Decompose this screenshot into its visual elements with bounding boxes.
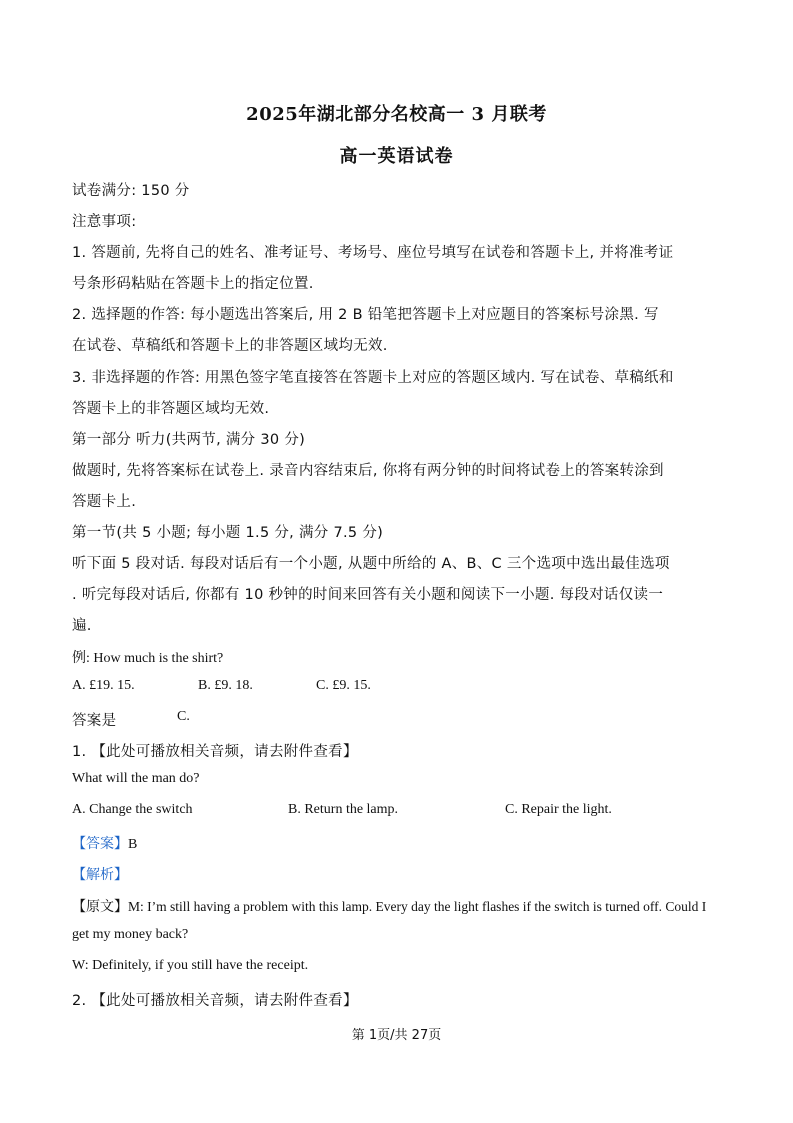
example-option-a: A. £19. 15. xyxy=(72,678,135,693)
example-answer-label: 答案是 xyxy=(72,713,117,729)
example-question: 例: How much is the shirt? xyxy=(72,651,224,666)
part1-instruction: 做题时, 先将答案标在试卷上. 录音内容结束后, 你将有两分钟的时间将试卷上的答案转涂到 xyxy=(72,463,664,479)
question1-option-b: B. Return the lamp. xyxy=(288,802,399,817)
question1-audio-note: 1. 【此处可播放相关音频，请去附件查看】 xyxy=(72,744,358,760)
section1-instruction: 听下面 5 段对话. 每段对话后有一个小题, 从题中所给的 A、B、C 三个选项中选出最佳选项 xyxy=(72,556,670,572)
notice-line: 在试卷、草稿纸和答题卡上的非答题区域均无效. xyxy=(72,338,388,354)
example-answer-value: C. xyxy=(177,709,190,724)
section1-instruction: 遍. xyxy=(72,618,92,634)
exam-subtitle: 高一英语试卷 xyxy=(339,146,454,167)
part1-instruction: 答题卡上. xyxy=(72,494,137,510)
section1-heading: 第一节(共 5 小题; 每小题 1.5 分, 满分 7.5 分) xyxy=(72,525,384,541)
full-score: 试卷满分: 150 分 xyxy=(72,183,190,199)
question1-transcript-row xyxy=(72,896,732,916)
example-option-c: C. £9. 15. xyxy=(316,678,371,693)
transcript-tag: 【原文】 xyxy=(72,899,128,915)
answer-value: B xyxy=(128,837,138,852)
question1-option-c: C. Repair the light. xyxy=(505,802,612,817)
answer-tag: 【答案】 xyxy=(72,836,128,852)
question1-text: What will the man do? xyxy=(72,771,200,786)
question1-analysis-row xyxy=(72,864,732,884)
exam-title: 2025年湖北部分名校高一 3 月联考 xyxy=(246,104,547,125)
analysis-tag: 【解析】 xyxy=(72,867,128,883)
transcript-line: M: I’m still having a problem with this lamp. Every day the light flashes if the switch is turned off. Could I xyxy=(128,899,707,914)
part1-heading: 第一部分 听力(共两节, 满分 30 分) xyxy=(72,432,306,448)
notice-line: 号条形码粘贴在答题卡上的指定位置. xyxy=(72,276,314,292)
notice-heading: 注意事项: xyxy=(72,214,137,230)
notice-line: 1. 答题前, 先将自己的姓名、准考证号、考场号、座位号填写在试卷和答题卡上, 并将准考证 xyxy=(72,245,674,261)
section1-instruction: . 听完每段对话后, 你都有 10 秒钟的时间来回答有关小题和阅读下一小题. 每段对话仅读一 xyxy=(72,587,664,603)
notice-line: 2. 选择题的作答: 每小题选出答案后, 用 2 B 铅笔把答题卡上对应题目的答案标号涂黑. 写 xyxy=(72,307,659,323)
page-footer: 第 1页/共 27页 xyxy=(351,1028,442,1043)
example-option-b: B. £9. 18. xyxy=(198,678,253,693)
notice-line: 3. 非选择题的作答: 用黑色签字笔直接答在答题卡上对应的答题区域内. 写在试卷、草稿纸和 xyxy=(72,370,674,386)
transcript-line: get my money back? xyxy=(72,927,189,942)
question2-audio-note: 2. 【此处可播放相关音频，请去附件查看】 xyxy=(72,993,358,1009)
question1-answer-row xyxy=(72,833,732,853)
question1-option-a: A. Change the switch xyxy=(72,802,193,817)
transcript-line: W: Definitely, if you still have the receipt. xyxy=(72,958,309,973)
notice-line: 答题卡上的非答题区域均无效. xyxy=(72,401,270,417)
